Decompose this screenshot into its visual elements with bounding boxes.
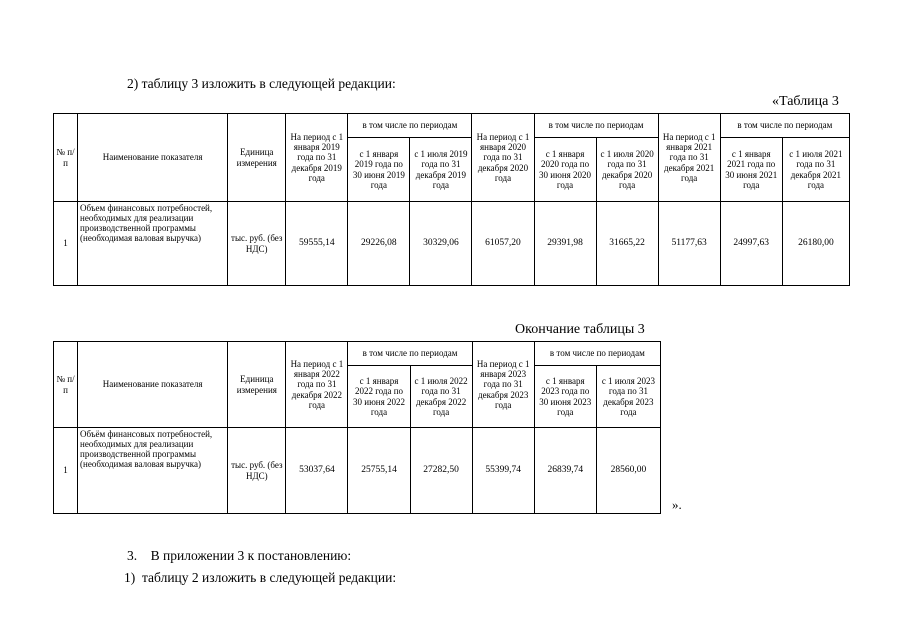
header-incl-periods: в том числе по периодам [534,342,660,366]
header-incl-periods: в том числе по периодам [720,114,849,138]
header-period-total: На период с 1 января 2021 года по 31 декабря 2021 года [658,114,720,202]
row-num: 1 [54,428,78,514]
header-period-total: На период с 1 января 2023 года по 31 декабря 2023 года [472,342,534,428]
table2-caption: Окончание таблицы 3 [515,322,645,337]
header-num: № п/п [54,114,78,202]
header-period-half: с 1 января 2023 года по 30 июня 2023 года [534,366,596,428]
value-cell: 61057,20 [472,202,534,286]
value-cell: 25755,14 [348,428,410,514]
value-cell: 28560,00 [596,428,660,514]
header-period-total: На период с 1 января 2020 года по 31 декабря 2020 года [472,114,534,202]
header-incl-periods: в том числе по периодам [348,114,472,138]
value-cell: 53037,64 [286,428,348,514]
header-period-total: На период с 1 января 2019 года по 31 декабря 2019 года [286,114,348,202]
header-unit: Единица измерения [228,342,286,428]
item-3-paragraph: 3. В приложении 3 к постановлению: [127,548,352,563]
row-indicator-name: Объём финансовых потребностей, необходимых для реализации производственной программы (необходимая валовая выручка) [78,428,228,514]
header-period-half: с 1 июля 2023 года по 31 декабря 2023 года [596,366,660,428]
header-period-half: с 1 июля 2020 года по 31 декабря 2020 года [596,138,658,202]
value-cell: 51177,63 [658,202,720,286]
value-cell: 31665,22 [596,202,658,286]
value-cell: 55399,74 [472,428,534,514]
header-period-half: с 1 июля 2021 года по 31 декабря 2021 года [782,138,849,202]
row-unit: тыс. руб. (без НДС) [228,428,286,514]
table-3-part2 [53,341,661,514]
header-incl-periods: в том числе по периодам [348,342,472,366]
value-cell: 30329,06 [410,202,472,286]
header-period-total: На период с 1 января 2022 года по 31 декабря 2022 года [286,342,348,428]
header-unit: Единица измерения [228,114,286,202]
header-num: № п/п [54,342,78,428]
header-period-half: с 1 января 2022 года по 30 июня 2022 года [348,366,410,428]
header-period-half: с 1 января 2020 года по 30 июня 2020 года [534,138,596,202]
value-cell: 29226,08 [348,202,410,286]
header-period-half: с 1 января 2021 года по 30 июня 2021 года [720,138,782,202]
value-cell: 29391,98 [534,202,596,286]
table-row [54,202,850,286]
header-period-half: с 1 июля 2019 года по 31 декабря 2019 года [410,138,472,202]
row-indicator-name: Объем финансовых потребностей, необходимых для реализации производственной программы (необходимая валовая выручка) [78,202,228,286]
header-period-half: с 1 июля 2022 года по 31 декабря 2022 года [410,366,472,428]
item-3-1-paragraph: 1) таблицу 2 изложить в следующей редакции: [124,570,397,585]
header-name: Наименование показателя [78,114,228,202]
row-unit: тыс. руб. (без НДС) [228,202,286,286]
value-cell: 26180,00 [782,202,849,286]
value-cell: 24997,63 [720,202,782,286]
row-num: 1 [54,202,78,286]
table-3-part1 [53,113,850,286]
header-incl-periods: в том числе по периодам [534,114,658,138]
table1-caption: «Таблица 3 [772,94,839,109]
value-cell: 59555,14 [286,202,348,286]
header-period-half: с 1 января 2019 года по 30 июня 2019 года [348,138,410,202]
table-row [54,428,661,514]
closing-quote: ». [672,497,682,512]
value-cell: 26839,74 [534,428,596,514]
value-cell: 27282,50 [410,428,472,514]
header-name: Наименование показателя [78,342,228,428]
intro-paragraph: 2) таблицу 3 изложить в следующей редакции: [127,76,396,91]
